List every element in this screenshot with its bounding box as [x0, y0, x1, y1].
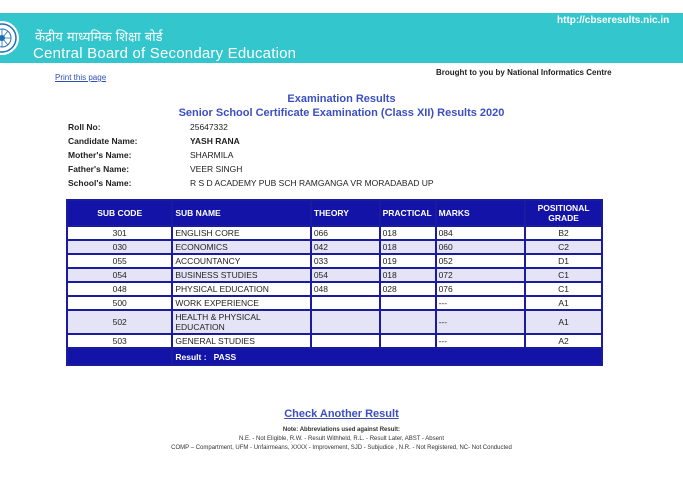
result-row: [67, 348, 602, 365]
school-name-label: School's Name:: [68, 178, 132, 188]
sub-code-cell: 054: [67, 268, 172, 282]
theory-cell: [311, 310, 380, 334]
result-cell: [172, 348, 602, 365]
marks-cell: 052: [436, 254, 526, 268]
table-row: [67, 296, 602, 310]
theory-cell: 048: [311, 282, 380, 296]
sub-code-cell: 055: [67, 254, 172, 268]
results-header-row: [67, 200, 602, 226]
practical-cell: 028: [380, 282, 436, 296]
grade-cell: B2: [525, 226, 602, 240]
practical-cell: [380, 310, 436, 334]
grade-cell: D1: [525, 254, 602, 268]
nic-credit: Brought to you by National Informatics Centre: [436, 68, 612, 77]
site-url: http://cbseresults.nic.in: [557, 15, 670, 26]
sub-name-cell: WORK EXPERIENCE: [172, 296, 310, 310]
result-label: Result :: [175, 351, 207, 362]
result-spacer-cell: [67, 348, 172, 365]
sub-name-cell: ACCOUNTANCY: [172, 254, 310, 268]
header-sub-code: SUB CODE: [67, 200, 172, 226]
abbreviations-line-1: N.E. - Not Eligible, R.W. - Result Withheld, R.L. - Result Later, ABST - Absent: [239, 436, 444, 442]
grade-cell: C2: [525, 240, 602, 254]
table-row: [67, 282, 602, 296]
header-sub-name: SUB NAME: [172, 200, 310, 226]
table-row: [67, 240, 602, 254]
grade-cell: C1: [525, 268, 602, 282]
practical-cell: 018: [380, 226, 436, 240]
grade-cell: A1: [525, 310, 602, 334]
practical-cell: [380, 334, 436, 348]
marks-cell: ---: [436, 334, 526, 348]
father-name-label: Father's Name:: [68, 164, 130, 174]
sub-name-cell: BUSINESS STUDIES: [172, 268, 310, 282]
roll-number-value: 25647332: [190, 122, 228, 132]
page-title: Examination Results: [287, 93, 396, 105]
theory-cell: 042: [311, 240, 380, 254]
english-board-title: Central Board of Secondary Education: [33, 45, 297, 62]
header-theory: THEORY: [311, 200, 380, 226]
mother-name-value: SHARMILA: [190, 150, 234, 160]
check-another-row: [0, 408, 683, 420]
theory-cell: [311, 334, 380, 348]
theory-cell: 033: [311, 254, 380, 268]
marks-cell: 072: [436, 268, 526, 282]
practical-cell: 019: [380, 254, 436, 268]
sub-code-cell: 048: [67, 282, 172, 296]
school-name-value: R S D ACADEMY PUB SCH RAMGANGA VR MORADABAD UP: [190, 178, 434, 188]
abbreviations-line-2: COMP – Compartment, UFM - Unfairmeans, XXXX - Improvement, SJD - Subjudice , N.R. - Not Registered, NC- Not Conducted: [171, 445, 512, 451]
header-practical: PRACTICAL: [380, 200, 436, 226]
check-another-result-link[interactable]: Check Another Result: [284, 408, 399, 420]
sub-code-cell: 503: [67, 334, 172, 348]
marks-cell: ---: [436, 296, 526, 310]
grade-cell: A1: [525, 296, 602, 310]
sub-code-cell: 502: [67, 310, 172, 334]
sub-name-cell: HEALTH & PHYSICAL EDUCATION: [172, 310, 310, 334]
sub-name-cell: GENERAL STUDIES: [172, 334, 310, 348]
abbreviations-heading: Note: Abbreviations used against Result:: [282, 427, 401, 433]
table-row: [67, 254, 602, 268]
header-marks: MARKS: [436, 200, 526, 226]
sub-code-cell: 030: [67, 240, 172, 254]
table-row: [67, 334, 602, 348]
sub-name-cell: ENGLISH CORE: [172, 226, 310, 240]
table-row: [67, 226, 602, 240]
practical-cell: 018: [380, 240, 436, 254]
practical-cell: 018: [380, 268, 436, 282]
sub-name-cell: PHYSICAL EDUCATION: [172, 282, 310, 296]
theory-cell: 054: [311, 268, 380, 282]
sub-name-cell: ECONOMICS: [172, 240, 310, 254]
cbse-logo-icon: [0, 15, 20, 61]
header-positional-grade: POSITIONAL GRADE: [525, 200, 602, 226]
candidate-name-value: YASH RANA: [190, 136, 240, 146]
grade-cell: C1: [525, 282, 602, 296]
roll-number-label: Roll No:: [68, 122, 101, 132]
practical-cell: [380, 296, 436, 310]
sub-code-cell: 500: [67, 296, 172, 310]
candidate-name-label: Candidate Name:: [68, 136, 138, 146]
marks-cell: 060: [436, 240, 526, 254]
grade-cell: A2: [525, 334, 602, 348]
table-row: [67, 268, 602, 282]
father-name-value: VEER SINGH: [190, 164, 243, 174]
mother-name-label: Mother's Name:: [68, 150, 132, 160]
results-table: [66, 199, 603, 366]
marks-cell: 084: [436, 226, 526, 240]
sub-code-cell: 301: [67, 226, 172, 240]
marks-cell: 076: [436, 282, 526, 296]
table-row: [67, 310, 602, 334]
exam-title: Senior School Certificate Examination (Class XII) Results 2020: [178, 107, 505, 119]
marks-cell: ---: [436, 310, 526, 334]
print-page-link[interactable]: Print this page: [55, 73, 107, 82]
hindi-board-title: केंद्रीय माध्यमिक शिक्षा बोर्ड: [35, 30, 163, 45]
theory-cell: 066: [311, 226, 380, 240]
result-value: PASS: [213, 351, 237, 362]
theory-cell: [311, 296, 380, 310]
